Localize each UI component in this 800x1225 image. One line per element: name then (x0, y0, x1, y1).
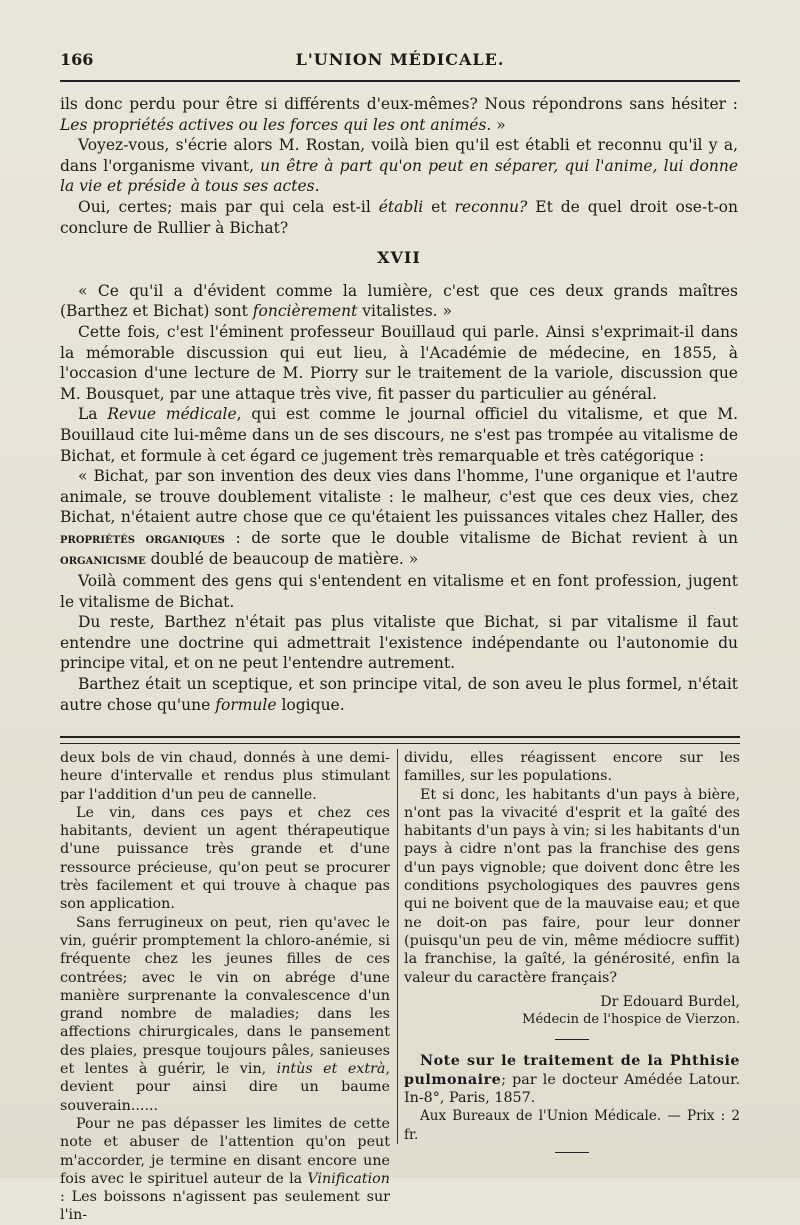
section-divider (60, 736, 740, 744)
paragraph: dividu, elles réagissent encore sur les familles, sur les populations. (404, 750, 740, 785)
paragraph: Cette fois, c'est l'éminent professeur Bouillaud qui parle. Ainsi s'exprimait-il dans la mémorable discussion qui eut lieu, à l'Académie de médecine, en 1855, à l'occasion d'une lecture de M. Piorry sur le traitement de la variole, discussion que M. Bousquet, par une attaque très vive, fit passer du particulier au général. (60, 322, 738, 403)
paragraph: Barthez était un sceptique, et son principe vital, de son aveu le plus formel, n'était autre chose qu'une formule logique. (60, 675, 738, 714)
column-divider (397, 749, 398, 1144)
price-line: Aux Bureaux de l'Union Médicale. — Prix : 2 fr. (404, 1108, 740, 1143)
paragraph: « Ce qu'il a d'évident comme la lumière, c'est que ces deux grands maîtres (Barthez et Bichat) sont foncièrement vitalistes. » (60, 281, 738, 321)
author-role: Médecin de l'hospice de Vierzon. (522, 1012, 740, 1028)
author-name: Dr Edouard Burdel, (600, 993, 740, 1010)
header-rule (60, 80, 740, 82)
paragraph: Voilà comment des gens qui s'entendent en vitalisme et en font profession, jugent le vitalisme de Bichat. (60, 572, 738, 611)
paragraph: Le vin, dans ces pays et chez ces habitants, devient un agent thérapeutique d'une puissance très grande et d'une ressource précieuse, qu'on peut se procurer très facilement et qui trouve à chaque pas son application. (60, 804, 390, 913)
paragraph: La Revue médicale, qui est comme le journal officiel du vitalisme, et que M. Bouillaud cite lui-même dans un de ses discours, ne s'est pas trompée au vitalisme de Bichat, et formule à cet égard ce jugement très remarquable et très catégorique : (60, 405, 738, 465)
paragraph: Voyez-vous, s'écrie alors M. Rostan, voilà bien qu'il est établi et reconnu qu'il y a, dans l'organisme vivant, un être à part qu'on peut en séparer, qui l'anime, lui donne la vie et préside à tous ses actes. (60, 136, 738, 196)
signature (404, 993, 740, 1030)
paragraph: deux bols de vin chaud, donnés à une demi-heure d'intervalle et rendus plus stimulant par l'addition d'un peu de cannelle. (60, 750, 390, 803)
section-heading: XVII (377, 248, 421, 268)
book-notice: Note sur le traitement de la Phthisie pulmonaire; par le docteur Amédée Latour. In-8°, Paris, 1857. (404, 1053, 740, 1107)
running-title: L'UNION MÉDICALE. (295, 50, 505, 69)
paragraph: Du reste, Barthez n'était pas plus vitaliste que Bichat, si par vitalisme il faut entendre une doctrine qui admettrait l'existence indépendante ou l'autonomie du principe vital, et on ne peut l'entendre autrement. (60, 613, 738, 673)
right-column (404, 749, 740, 1153)
page-header (60, 50, 740, 80)
left-column (60, 749, 390, 1225)
paragraph: Pour ne pas dépasser les limites de cette note et abuser de l'attention qu'on peut m'accorder, je termine en disant encore une fois avec le spirituel auteur de la Vinification : Les boissons n'agissent pas seulement sur l'in- (60, 1115, 390, 1224)
paragraph: ils donc perdu pour être si différents d'eux-mêmes? Nous répondrons sans hésiter : Les propriétés actives ou les forces qui les ont animés. » (60, 95, 738, 134)
short-divider (555, 1039, 589, 1040)
short-divider (555, 1152, 589, 1153)
main-text (60, 94, 738, 715)
paragraph: Et si donc, les habitants d'un pays à bière, n'ont pas la vivacité d'esprit et la gaîté des habitants d'un pays à vin; si les habitants d'un pays à cidre n'ont pas la franchise des gens d'un pays vignoble; que doivent donc être les conditions psychologiques des pauvres gens qui ne boivent que de la mauvaise eau; et que ne doit-on pas faire, pour leur donner (puisqu'un peu de vin, même médiocre suffit) la franchise, la gaîté, la générosité, enfin la valeur du caractère français? (404, 786, 740, 986)
quotation: « Bichat, par son invention des deux vies dans l'homme, l'une organique et l'autre animale, se trouve doublement vitaliste : le malheur, c'est que ces deux vies, chez Bichat, n'étaient autre chose que ce qu'étaient les puissances vitales chez Haller, des propriétés organiques : de sorte que le double vitalisme de Bichat revient à un organicisme doublé de beaucoup de matière. » (60, 467, 738, 569)
paragraph: Sans ferrugineux on peut, rien qu'avec le vin, guérir promptement la chloro-anémie, si fréquente chez les jeunes filles de ces contrées; avec le vin on abrége d'une manière surprenante la convalescence d'un grand nombre de maladies; dans les affections chirurgicales, dans le pansement des plaies, presque toujours pâles, sanieuses et lentes à guérir, le vin, intùs et extrà, devient pour ainsi dire un baume souverain...... (60, 914, 390, 1114)
paragraph: Oui, certes; mais par qui cela est-il établi et reconnu? Et de quel droit ose-t-on conclure de Rullier à Bichat? (60, 197, 738, 237)
page-number: 166 (60, 50, 94, 69)
